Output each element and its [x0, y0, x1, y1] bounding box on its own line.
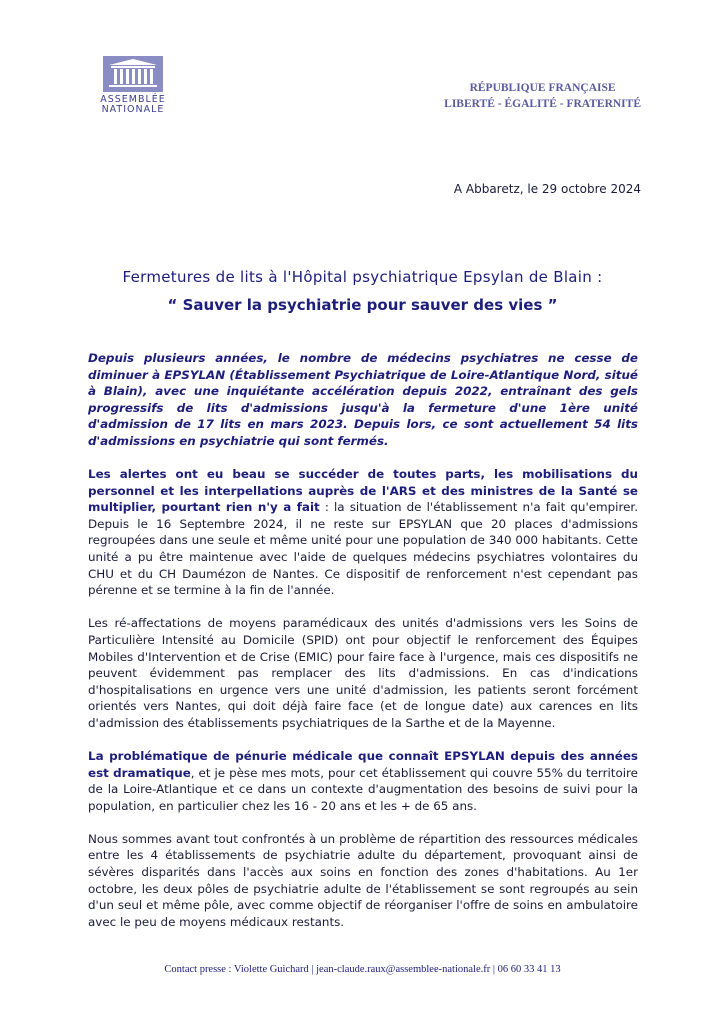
- paragraph-alerts-text: : la situation de l'établissement n'a fait qu'empirer. Depuis le 16 Septembre 2024, il ne reste sur EPSYLAN que 20 places d'admissions regroupées dans une seule et même unité pour une population de 340 000 habitants. Cette unité a pu être maintenue avec l'aide de quelques médecins psychiatres volontaires du CHU et du CH Daumézon de Nantes. Ce dispositif de renforcement n'est cependant pas pérenne et se termine à la fin de l'année.: [88, 500, 638, 598]
- paragraph-alerts: [88, 466, 638, 599]
- parliament-building-icon: [103, 56, 163, 92]
- letter-date: A Abbaretz, le 29 octobre 2024: [453, 182, 641, 196]
- assemblee-nationale-logo: [92, 56, 174, 115]
- logo-line2: NATIONALE: [101, 104, 165, 115]
- paragraph-penurie-text: , et je pèse mes mots, pour cet établissement qui couvre 55% du territoire de la Loire-Atlantique et ce dans un contexte d'augmentation des besoins de suivi pour la population, en particulier chez les 16 - 20 ans et les + de 65 ans.: [88, 765, 638, 813]
- press-contact-footer: Contact presse : Violette Guichard | jean-claude.raux@assemblee-nationale.fr | 06 60 33 41 13: [164, 964, 561, 975]
- republic-line2: LIBERTÉ - ÉGALITÉ - FRATERNITÉ: [444, 98, 641, 110]
- intro-paragraph: Depuis plusieurs années, le nombre de médecins psychiatres ne cesse de diminuer à EPSYLAN (Établissement Psychiatrique de Loire-Atlantique Nord, situé à Blain), avec une inquiétante accélération depuis 2022, entraînant des gels progressifs de lits d'admissions jusqu'à la fermeture d'une 1ère unité d'admission de 17 lits en mars 2023. Depuis lors, ce sont actuellement 54 lits d'admissions en psychiatrie qui sont fermés.: [88, 351, 638, 448]
- paragraph-penurie-bold: La problématique de pénurie médicale que connaît EPSYLAN depuis des années est dramatique: [88, 748, 638, 780]
- paragraph-repartition: Nous sommes avant tout confrontés à un problème de répartition des ressources médicales entre les 4 établissements de psychiatrie adulte du département, provoquant ainsi de sévères disparités dans l'accès aux soins en fonction des zones d'habitations. Au 1er octobre, les deux pôles de psychiatrie adulte de l'établissement se sont regroupés au sein d'un seul et même pôle, avec comme objectif de réorganiser l'offre de soins en ambulatoire avec le peu de moyens médicaux restants.: [88, 831, 638, 929]
- paragraph-alerts-bold: Les alertes ont eu beau se succéder de toutes parts, les mobilisations du personnel et les interpellations auprès de l'ARS et des ministres de la Santé se multiplier, pourtant rien n'y a fait: [88, 467, 638, 515]
- republic-line1: RÉPUBLIQUE FRANÇAISE: [469, 82, 616, 94]
- title-line1: Fermetures de lits à l'Hôpital psychiatrique Epsylan de Blain :: [122, 268, 603, 286]
- paragraph-reaffectations: Les ré-affectations de moyens paramédicaux des unités d'admissions vers les Soins de Particulière Intensité au Domicile (SPID) ont pour objectif le renforcement des Équipes Mobiles d'Intervention et de Crise (EMIC) pour faire face à l'urgence, mais ces dispositifs ne peuvent évidemment pas remplacer des lits d'admissions. En cas d'indications d'hospitalisations en urgence vers une unité d'admission, les patients seront forcément orientés vers Nantes, qui doit déjà faire face (et de longue date) aux carences en lits d'admission des établissements psychiatriques de la Sarthe et de la Mayenne.: [88, 616, 638, 730]
- title-line2: “ Sauver la psychiatrie pour sauver des vies ”: [167, 296, 558, 314]
- logo-line1: ASSEMBLÉE: [100, 94, 166, 105]
- press-release-body: [88, 350, 638, 947]
- republic-motto: [444, 80, 641, 112]
- paragraph-penurie: [88, 748, 638, 814]
- press-release-title: [84, 268, 641, 314]
